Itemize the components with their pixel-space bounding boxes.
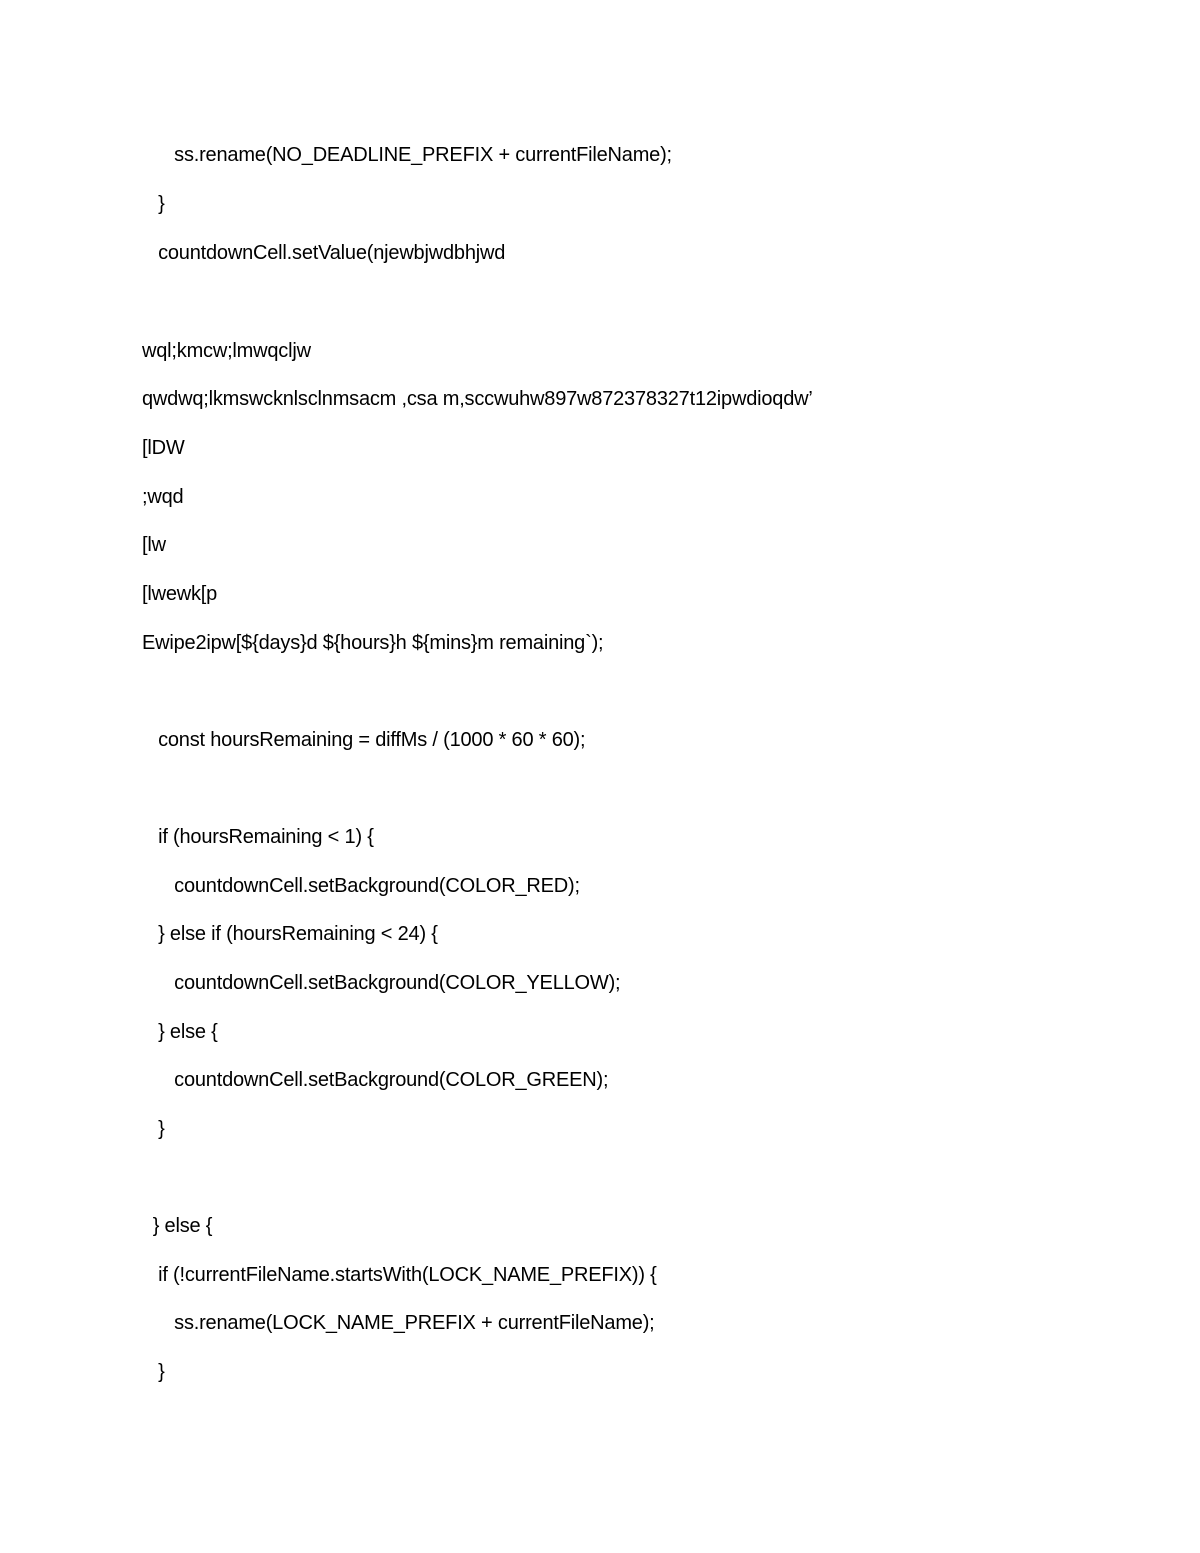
text-line: if (!currentFileName.startsWith(LOCK_NAME_PREFIX)) { — [142, 1264, 657, 1286]
text-line: qwdwq;lkmswcknlsclnmsacm ,csa m,sccwuhw897w872378327t12ipwdioqdw’ — [142, 388, 813, 410]
text-line: } — [142, 1361, 165, 1383]
text-line: } — [142, 1118, 165, 1140]
text-line: countdownCell.setBackground(COLOR_RED); — [142, 875, 580, 897]
text-line: ss.rename(NO_DEADLINE_PREFIX + currentFileName); — [142, 144, 672, 166]
text-line: Ewipe2ipw[${days}d ${hours}h ${mins}m remaining`); — [142, 632, 604, 654]
text-line: } — [142, 193, 165, 215]
text-line: if (hoursRemaining < 1) { — [142, 826, 374, 848]
text-line: wql;kmcw;lmwqcljw — [142, 340, 311, 362]
text-line: ;wqd — [142, 486, 184, 508]
text-line: countdownCell.setValue(njewbjwdbhjwd — [142, 242, 506, 264]
text-line: [lDW — [142, 437, 185, 459]
text-line: } else { — [142, 1021, 218, 1043]
text-line: [lwewk[p — [142, 583, 218, 605]
text-line: const hoursRemaining = diffMs / (1000 * 60 * 60); — [142, 729, 586, 751]
text-line: countdownCell.setBackground(COLOR_GREEN); — [142, 1069, 609, 1091]
text-line: [lw — [142, 534, 166, 556]
text-line: } else if (hoursRemaining < 24) { — [142, 923, 438, 945]
text-line: countdownCell.setBackground(COLOR_YELLOW); — [142, 972, 621, 994]
text-line: } else { — [142, 1215, 213, 1237]
text-line: ss.rename(LOCK_NAME_PREFIX + currentFileName); — [142, 1312, 655, 1334]
